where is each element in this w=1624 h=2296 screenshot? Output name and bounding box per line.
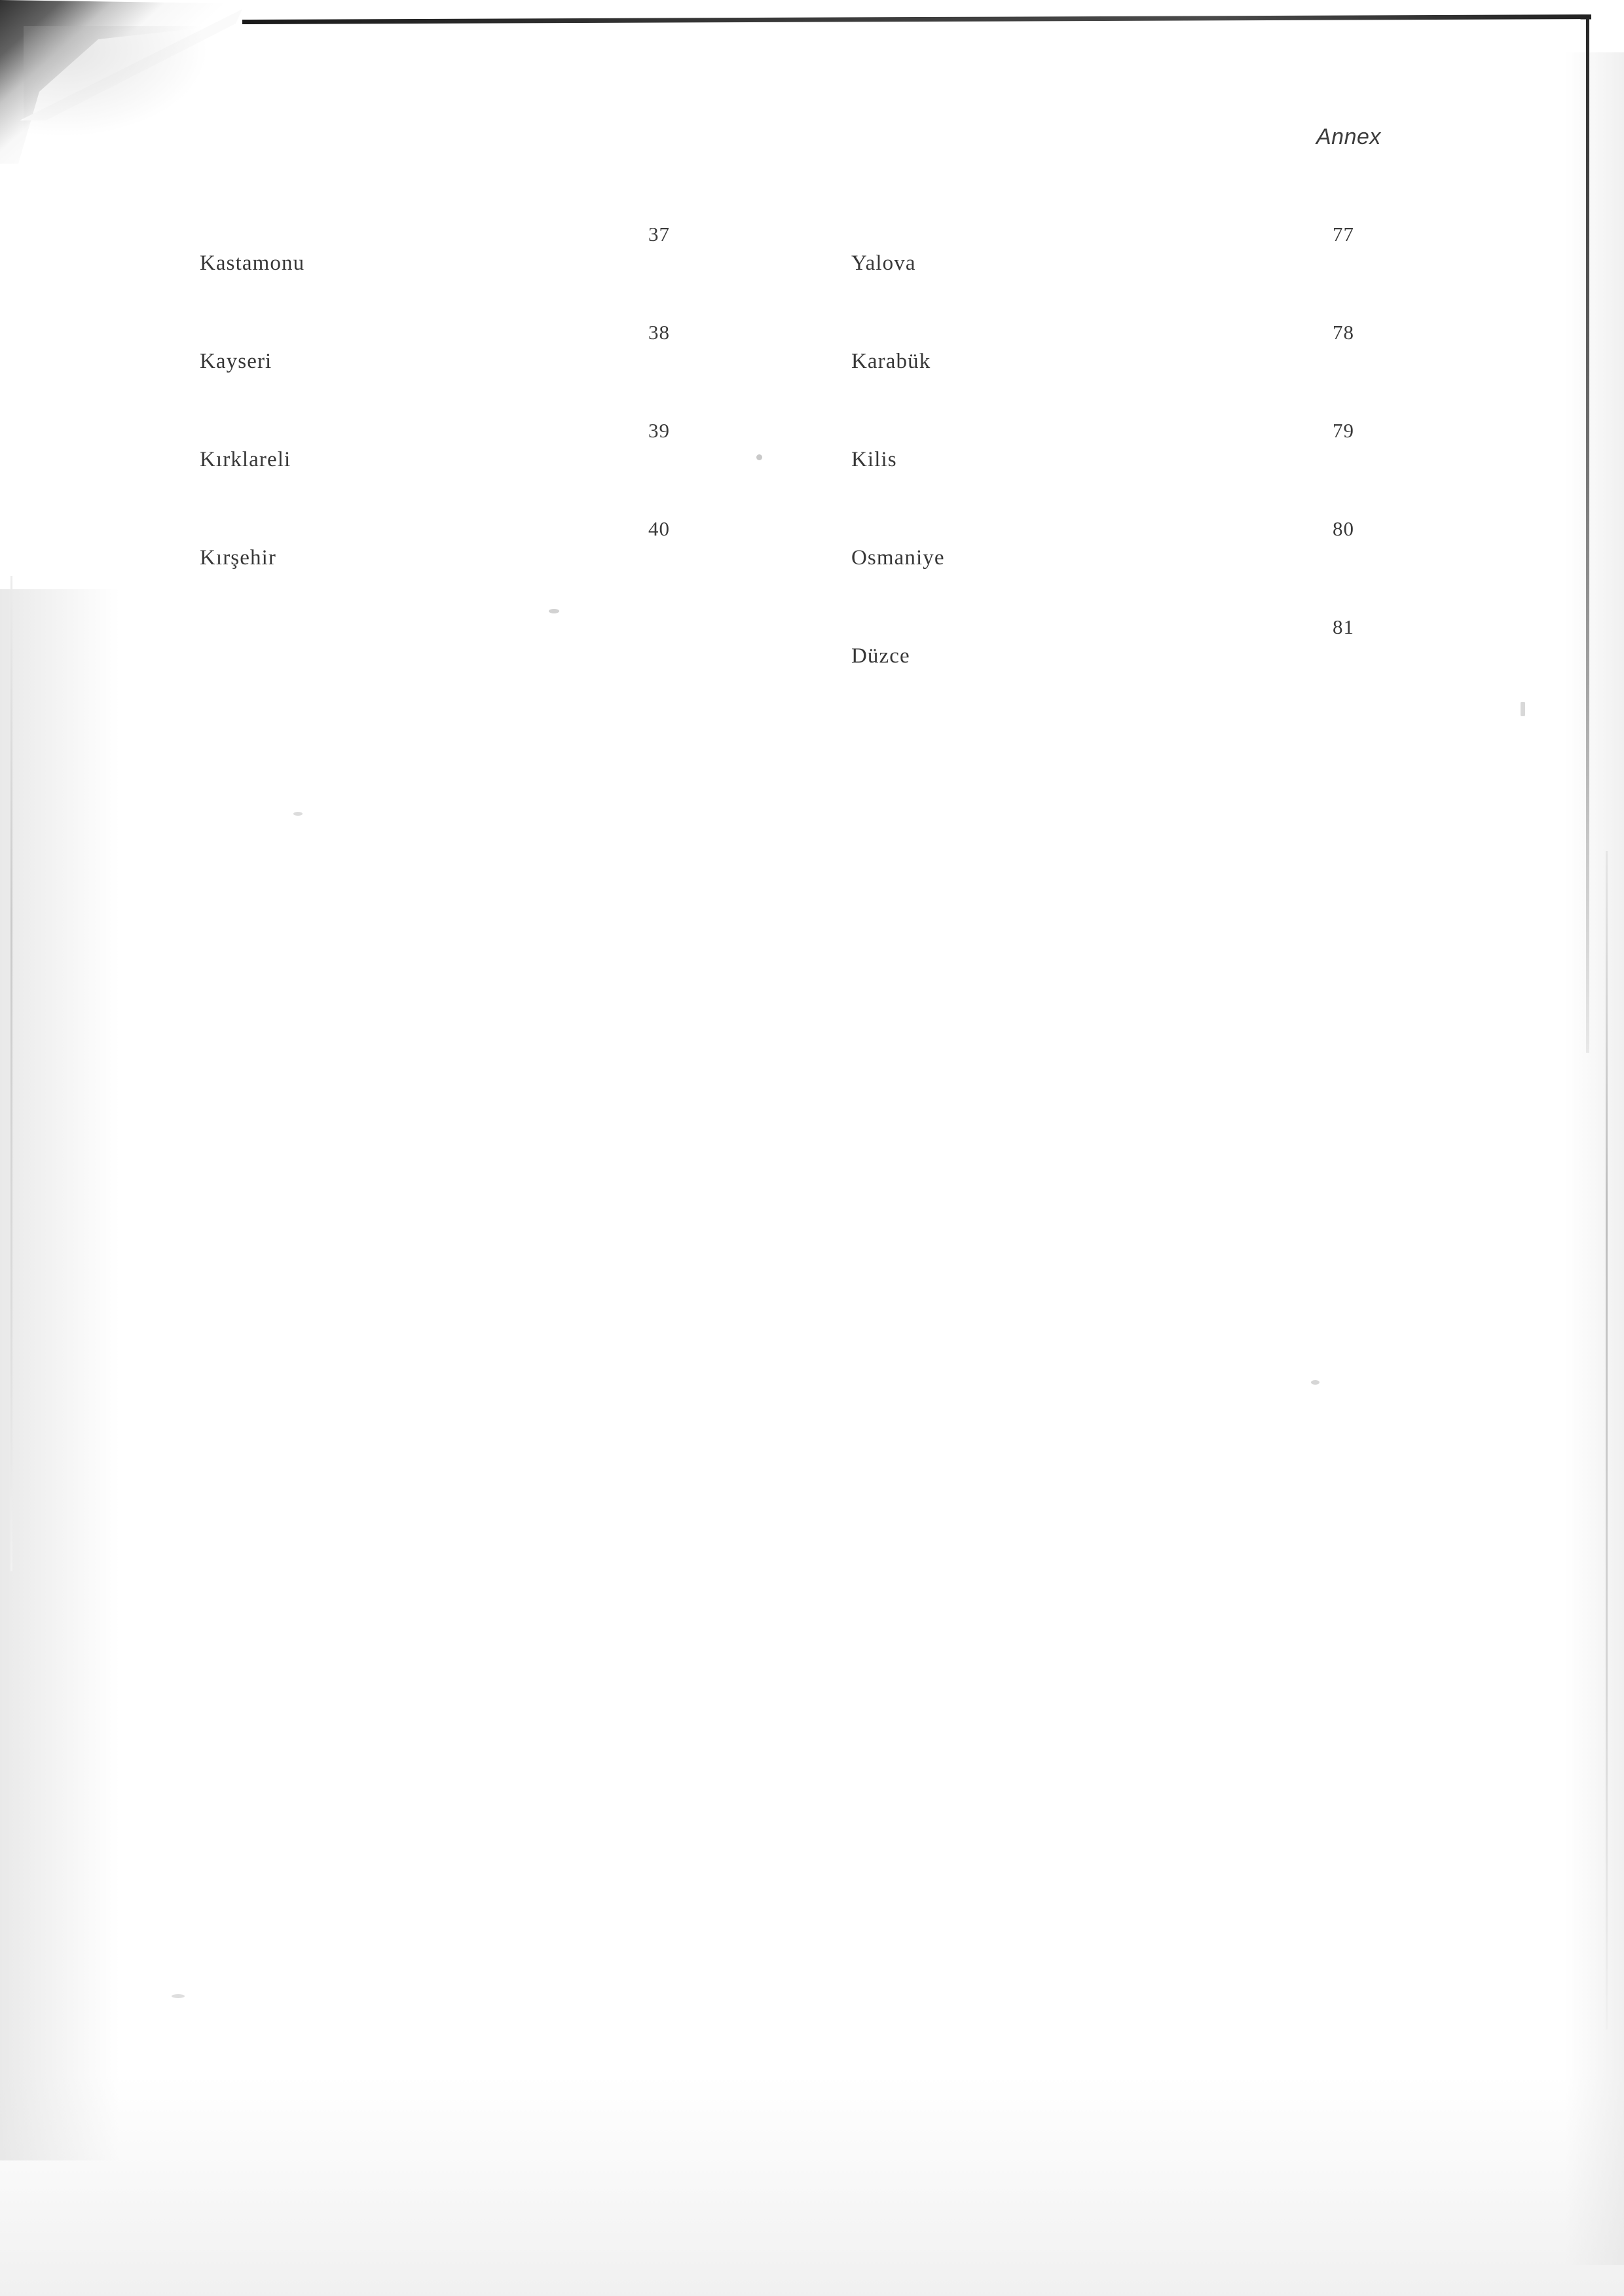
scan-edge-line-left bbox=[10, 576, 12, 1571]
list-item bbox=[200, 223, 697, 321]
entry-number: 37 bbox=[648, 223, 670, 246]
scan-artifact bbox=[1311, 1380, 1320, 1385]
list-item bbox=[851, 615, 1369, 714]
entry-name: Kırşehir bbox=[200, 546, 276, 570]
list-item bbox=[200, 321, 697, 419]
scan-shadow-left bbox=[0, 589, 170, 2160]
entry-number: 81 bbox=[1333, 615, 1354, 638]
index-columns bbox=[0, 223, 1624, 720]
entry-number: 79 bbox=[1333, 419, 1354, 442]
list-item bbox=[851, 321, 1369, 419]
scan-shadow-bottom bbox=[0, 2021, 1624, 2296]
page-top-edge bbox=[0, 0, 1624, 52]
entry-name: Kilis bbox=[851, 448, 897, 471]
index-column-left bbox=[200, 223, 697, 615]
entry-name: Karabük bbox=[851, 350, 931, 373]
entry-number: 38 bbox=[648, 321, 670, 344]
scan-artifact bbox=[172, 1994, 185, 1998]
entry-number: 40 bbox=[648, 517, 670, 540]
entry-name: Düzce bbox=[851, 644, 910, 668]
entry-name: Kırklareli bbox=[200, 448, 291, 471]
entry-number: 78 bbox=[1333, 321, 1354, 344]
entry-number: 80 bbox=[1333, 517, 1354, 540]
entry-name: Kayseri bbox=[200, 350, 272, 373]
entry-number: 77 bbox=[1333, 223, 1354, 246]
list-item bbox=[200, 517, 697, 615]
index-column-right bbox=[851, 223, 1369, 714]
list-item bbox=[851, 223, 1369, 321]
page-title: Annex bbox=[1316, 124, 1381, 149]
list-item bbox=[200, 419, 697, 517]
list-item bbox=[851, 419, 1369, 517]
entry-name: Osmaniye bbox=[851, 546, 945, 570]
entry-name: Yalova bbox=[851, 251, 916, 275]
scan-edge-line-top bbox=[242, 14, 1591, 24]
entry-number: 39 bbox=[648, 419, 670, 442]
list-item bbox=[851, 517, 1369, 615]
scan-artifact bbox=[293, 812, 303, 816]
scan-edge-line-right-lower bbox=[1606, 851, 1608, 2030]
entry-name: Kastamonu bbox=[200, 251, 305, 275]
